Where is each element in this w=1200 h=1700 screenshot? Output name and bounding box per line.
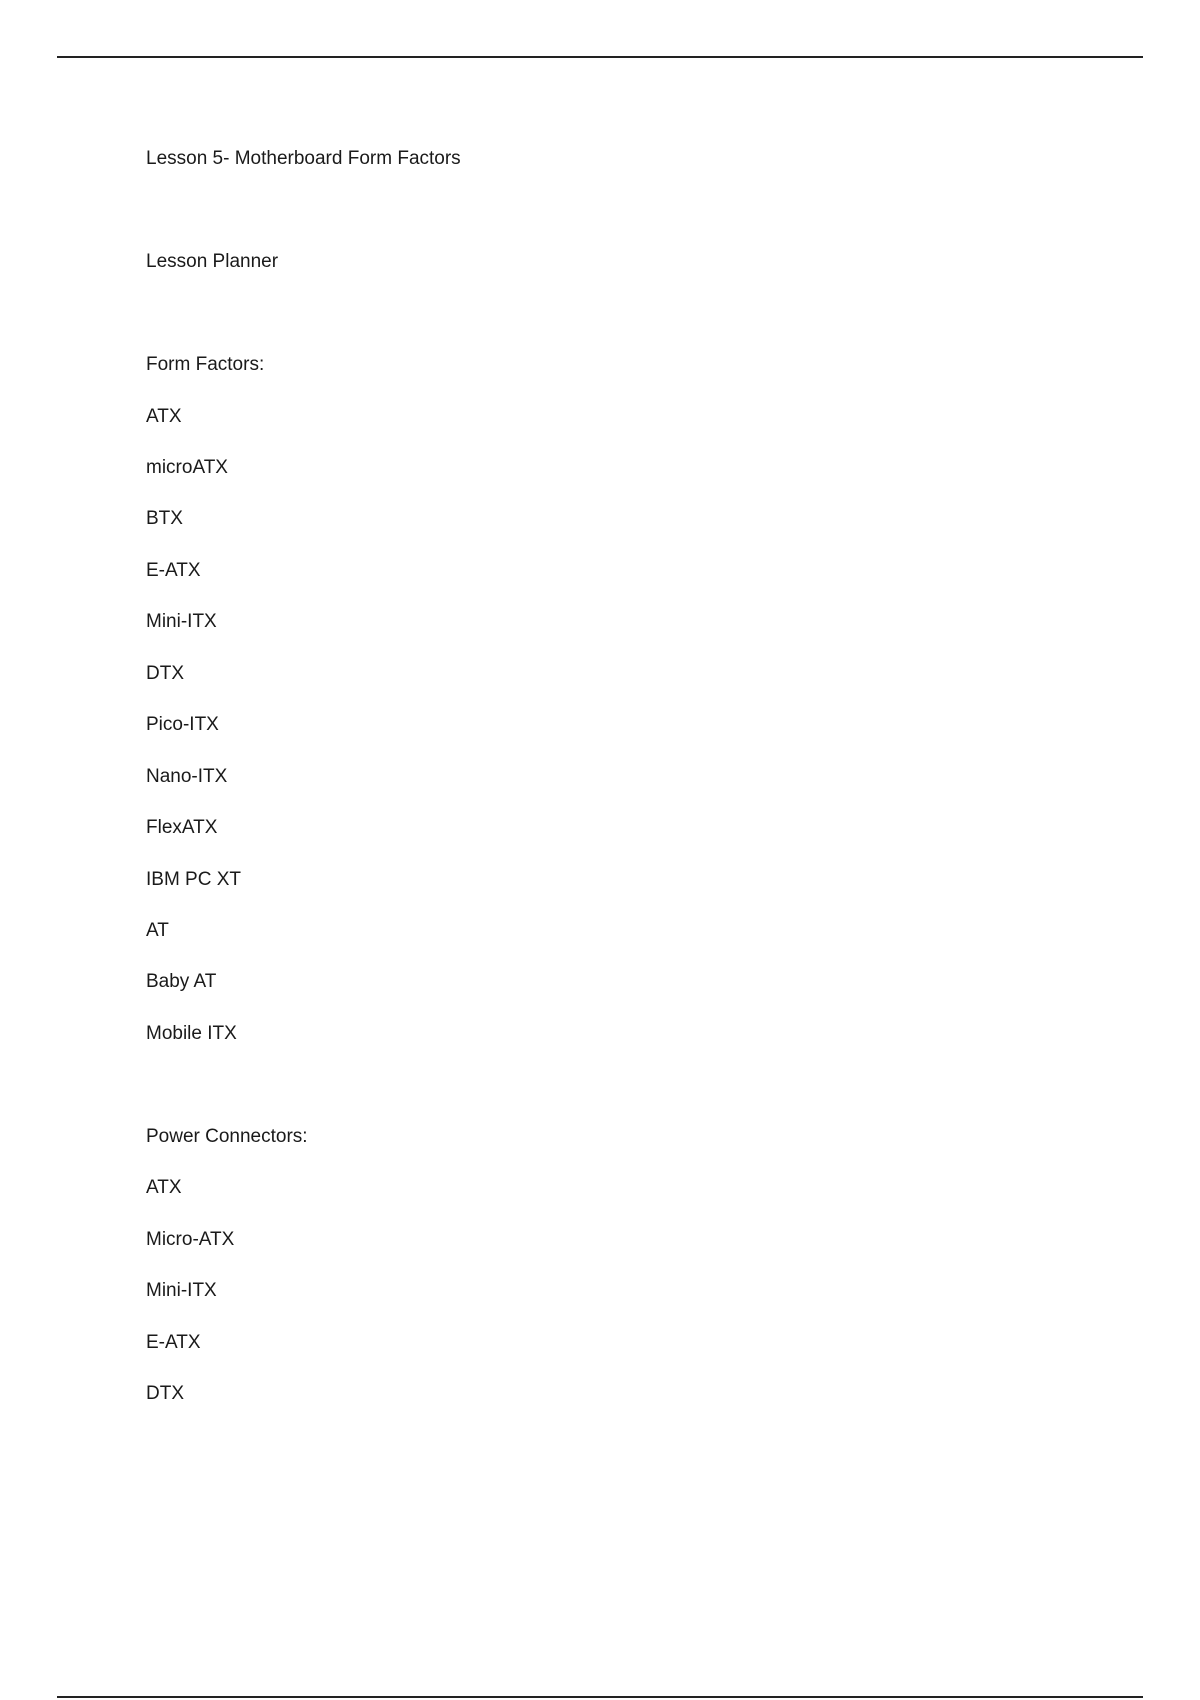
footer-rule — [57, 1696, 1143, 1698]
form-factor-item: Nano-ITX — [146, 766, 228, 787]
form-factor-item: Baby AT — [146, 971, 217, 992]
form-factor-item: ATX — [146, 406, 182, 427]
form-factor-item: FlexATX — [146, 817, 218, 838]
form-factor-item: E-ATX — [146, 560, 201, 581]
form-factor-item: DTX — [146, 663, 184, 684]
power-connector-item: Mini-ITX — [146, 1280, 217, 1301]
form-factor-item: IBM PC XT — [146, 869, 242, 890]
form-factor-item: AT — [146, 920, 169, 941]
power-connector-item: DTX — [146, 1383, 184, 1404]
form-factor-item: BTX — [146, 508, 183, 529]
document-subtitle: Lesson Planner — [146, 251, 279, 272]
document-title: Lesson 5- Motherboard Form Factors — [146, 148, 461, 169]
header-rule — [57, 56, 1143, 58]
form-factor-item: Pico-ITX — [146, 714, 219, 735]
power-connector-item: E-ATX — [146, 1332, 201, 1353]
power-connector-item: Micro-ATX — [146, 1229, 235, 1250]
form-factors-heading: Form Factors: — [146, 354, 265, 375]
form-factor-item: Mini-ITX — [146, 611, 217, 632]
power-connectors-heading: Power Connectors: — [146, 1126, 308, 1147]
power-connector-item: ATX — [146, 1177, 182, 1198]
form-factor-item: microATX — [146, 457, 228, 478]
form-factor-item: Mobile ITX — [146, 1023, 237, 1044]
